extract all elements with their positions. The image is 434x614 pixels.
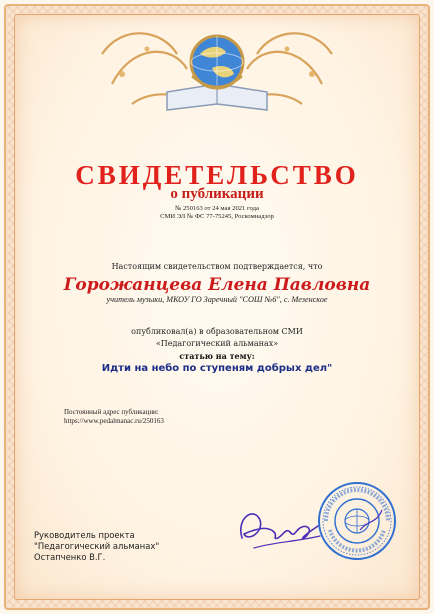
author-name: Горожанцева Елена Павловна — [63, 275, 371, 295]
certificate-subtitle: о публикации — [170, 186, 264, 202]
article-label: статью на тему: — [179, 351, 255, 361]
confirmation-text: Настоящим свидетельством подтверждается, что — [111, 262, 323, 271]
media-registration: СМИ ЭЛ № ФС 77-75245, Роскомнадзор — [160, 213, 274, 220]
author-position: учитель музыки, МКОУ ГО Заречный "СОШ №6", с. Мезенское — [106, 295, 328, 304]
signature-icon — [234, 498, 324, 560]
certificate-title: СВИДЕТЕЛЬСТВО — [75, 160, 359, 190]
globe-book-emblem-icon — [92, 14, 342, 124]
registration-number: № 250163 от 24 мая 2021 года — [175, 205, 259, 212]
signatory-project: "Педагогический альманах" — [34, 541, 160, 551]
signatory-title: Руководитель проекта — [34, 530, 135, 540]
journal-name: «Педагогический альманах» — [155, 339, 279, 348]
article-title: Идти на небо по ступеням добрых дел" — [101, 363, 333, 374]
published-text: опубликовал(а) в образовательном СМИ — [131, 327, 303, 336]
permalink-label: Постоянный адрес публикации: — [64, 408, 159, 416]
signatory-name: Остапченко В.Г. — [34, 552, 106, 562]
permalink-url[interactable]: https://www.pedalmanac.ru/250163 — [64, 417, 164, 425]
seal-stamp-icon — [316, 480, 398, 562]
